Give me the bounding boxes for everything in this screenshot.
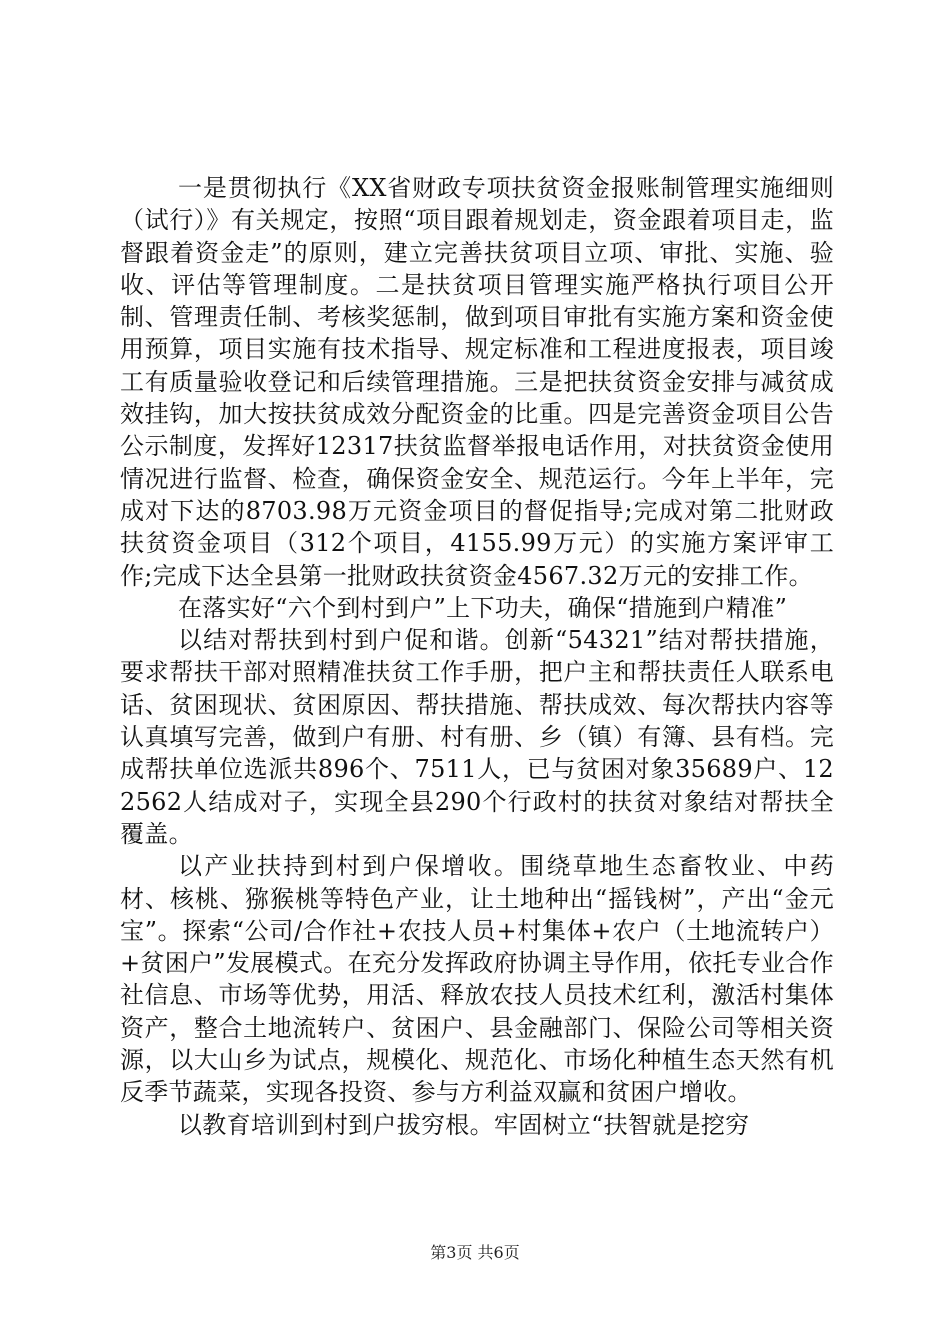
document-body [120, 172, 834, 1141]
paragraph-fund-management: 一是贯彻执行《XX省财政专项扶贫资金报账制管理实施细则（试行）》有关规定，按照“项目跟着规划走，资金跟着项目走，监督跟着资金走”的原则，建立完善扶贫项目立项、审批、实施、验收、评估等管理制度。二是扶贫项目管理实施严格执行项目公开制、管理责任制、考核奖惩制，做到项目审批有实施方案和资金使用预算，项目实施有技术指导、规定标准和工程进度报表，项目竣工有质量验收登记和后续管理措施。三是把扶贫资金安排与减贫成效挂钩，加大按扶贫成效分配资金的比重。四是完善资金项目公告公示制度，发挥好12317扶贫监督举报电话作用，对扶贫资金使用情况进行监督、检查，确保资金安全、规范运行。今年上半年，完成对下达的8703.98万元资金项目的督促指导;完成对第二批财政扶贫资金项目（312个项目，4155.99万元）的实施方案评审工作;完成下达全县第一批财政扶贫资金4567.32万元的安排工作。 [120, 174, 834, 590]
paragraph-industry-support: 以产业扶持到村到户保增收。围绕草地生态畜牧业、中药材、核桃、猕猴桃等特色产业，让土地种出“摇钱树”，产出“金元宝”。探索“公司/合作社+农技人员+村集体+农户（土地流转户）+贫困户”发展模式。在充分发挥政府协调主导作用，依托专业合作社信息、市场等优势，用活、释放农技人员技术红利，激活村集体资产，整合土地流转户、贫困户、县金融部门、保险公司等相关资源，以大山乡为试点，规模化、规范化、市场化种植生态天然有机反季节蔬菜，实现各投资、参与方利益双赢和贫困户增收。 [120, 852, 834, 1107]
paragraph-education-training: 以教育培训到村到户拔穷根。牢固树立“扶智就是挖穷 [178, 1110, 750, 1139]
paragraph-six-to-village-heading: 在落实好“六个到村到户”上下功夫，确保“措施到户精准” [178, 593, 788, 622]
paragraph-paired-assistance: 以结对帮扶到村到户促和谐。创新“54321”结对帮扶措施，要求帮扶干部对照精准扶贫工作手册，把户主和帮扶责任人联系电话、贫困现状、贫困原因、帮扶措施、帮扶成效、每次帮扶内容等认真填写完善，做到户有册、村有册、乡（镇）有簿、县有档。完成帮扶单位选派共896个、7511人，已与贫困对象35689户、122562人结成对子，实现全县290个行政村的扶贫对象结对帮扶全覆盖。 [120, 626, 834, 848]
page-number-footer: 第3页 共6页 [430, 1243, 520, 1262]
